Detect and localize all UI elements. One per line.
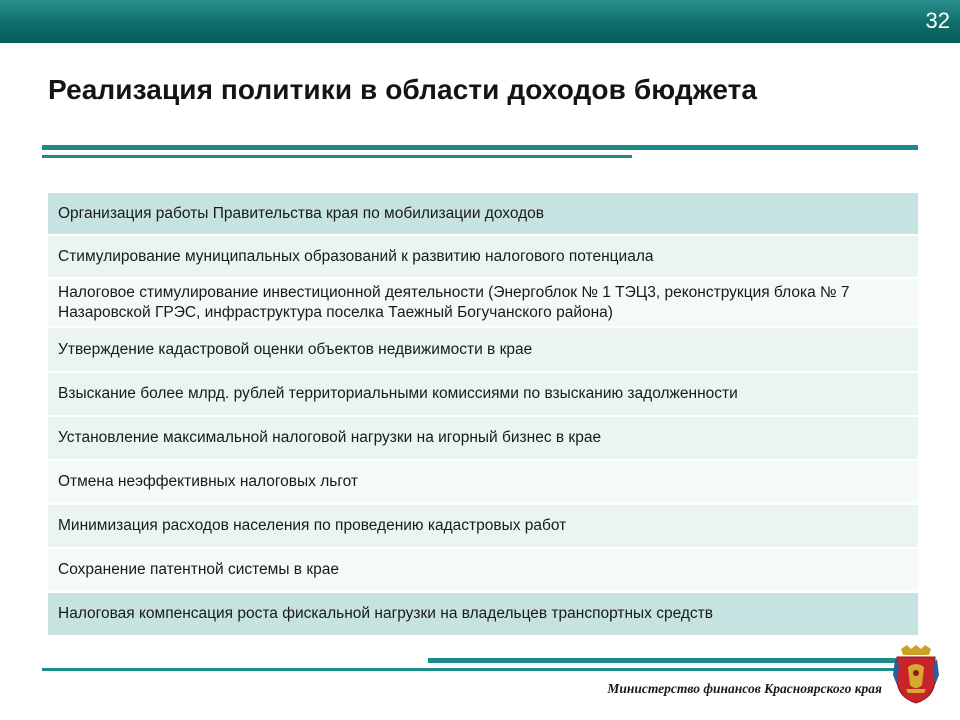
slide-title: Реализация политики в области доходов бюджета [48, 74, 758, 105]
footer-divider-top [428, 658, 918, 663]
list-item: Стимулирование муниципальных образований к развитию налогового потенциала [48, 236, 918, 277]
krasnoyarsk-coat-of-arms-icon [893, 645, 939, 705]
list-item: Сохранение патентной системы в крае [48, 549, 918, 591]
list-item: Минимизация расходов населения по проведению кадастровых работ [48, 505, 918, 547]
list-item: Организация работы Правительства края по мобилизации доходов [48, 193, 918, 234]
title-divider-top [42, 145, 918, 150]
title-divider-bottom [42, 155, 632, 158]
measures-list [48, 193, 918, 635]
footer-organization: Министерство финансов Красноярского края [607, 681, 882, 696]
list-item: Установление максимальной налоговой нагрузки на игорный бизнес в крае [48, 417, 918, 459]
header-bar [0, 0, 960, 43]
footer-divider-bottom [42, 668, 918, 671]
list-item: Налоговая компенсация роста фискальной нагрузки на владельцев транспортных средств [48, 593, 918, 635]
list-item: Налоговое стимулирование инвестиционной деятельности (Энергоблок № 1 ТЭЦ3, реконструкция блока № 7 Назаровской ГРЭС, инфраструктура поселка Таежный Богучанского района) [48, 279, 918, 326]
list-item: Отмена неэффективных налоговых льгот [48, 461, 918, 503]
list-item: Утверждение кадастровой оценки объектов недвижимости в крае [48, 328, 918, 371]
slide-number: 32 [925, 8, 950, 33]
list-item: Взыскание более млрд. рублей территориальными комиссиями по взысканию задолженности [48, 373, 918, 415]
